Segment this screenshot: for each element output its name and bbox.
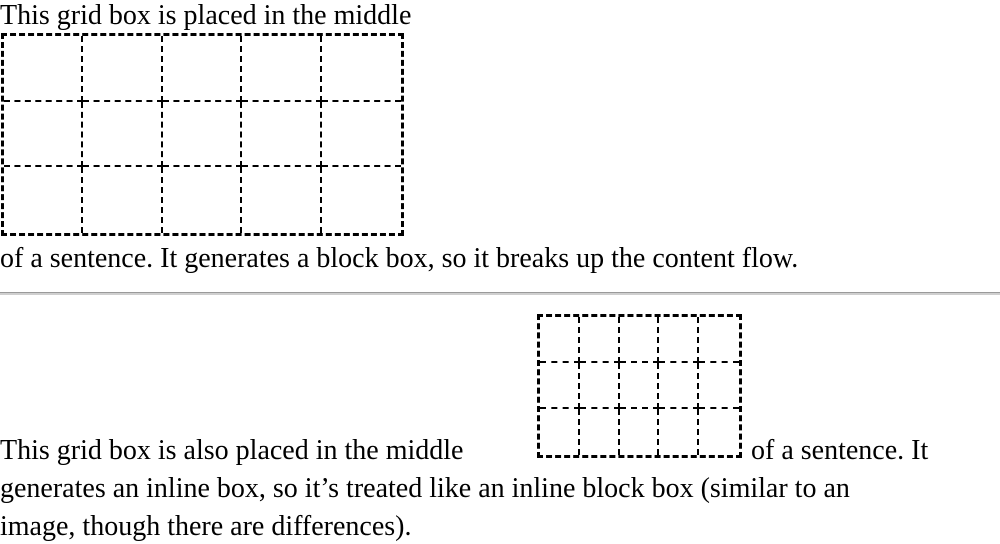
grid-cell	[620, 363, 660, 409]
block-section-text-after: of a sentence. It generates a block box, so it breaks up the content flow.	[0, 243, 799, 274]
grid-cell	[699, 363, 739, 409]
grid-cell	[620, 409, 660, 455]
grid-cell	[699, 409, 739, 455]
inline-grid-box	[537, 314, 742, 458]
grid-cell	[659, 409, 699, 455]
grid-cell	[580, 409, 620, 455]
grid-cell	[322, 36, 401, 102]
block-grid-box	[1, 33, 404, 236]
grid-cell	[580, 317, 620, 363]
grid-cell	[83, 167, 162, 233]
inline-section-line-2: generates an inline box, so it’s treated like an inline block box (similar to an	[0, 473, 850, 504]
grid-cell	[242, 102, 321, 168]
grid-cell	[322, 102, 401, 168]
block-section-text-before: This grid box is placed in the middle	[0, 0, 412, 31]
grid-cell	[540, 363, 580, 409]
horizontal-rule	[0, 292, 1000, 295]
grid-cell	[659, 317, 699, 363]
grid-cell	[163, 102, 242, 168]
grid-cell	[620, 317, 660, 363]
grid-cell	[4, 167, 83, 233]
grid-cell	[580, 363, 620, 409]
grid-cell	[540, 409, 580, 455]
grid-cell	[83, 102, 162, 168]
grid-cell	[163, 36, 242, 102]
grid-cell	[322, 167, 401, 233]
inline-section-text-before: This grid box is also placed in the middle	[0, 435, 464, 466]
grid-cell	[242, 167, 321, 233]
grid-cell	[659, 363, 699, 409]
grid-cell	[163, 167, 242, 233]
grid-cell	[699, 317, 739, 363]
grid-cell	[242, 36, 321, 102]
grid-cell	[4, 36, 83, 102]
inline-section-line-3: image, though there are differences).	[0, 511, 412, 542]
grid-cell	[540, 317, 580, 363]
grid-cell	[83, 36, 162, 102]
inline-section-text-after: of a sentence. It	[751, 435, 929, 466]
grid-cell	[4, 102, 83, 168]
